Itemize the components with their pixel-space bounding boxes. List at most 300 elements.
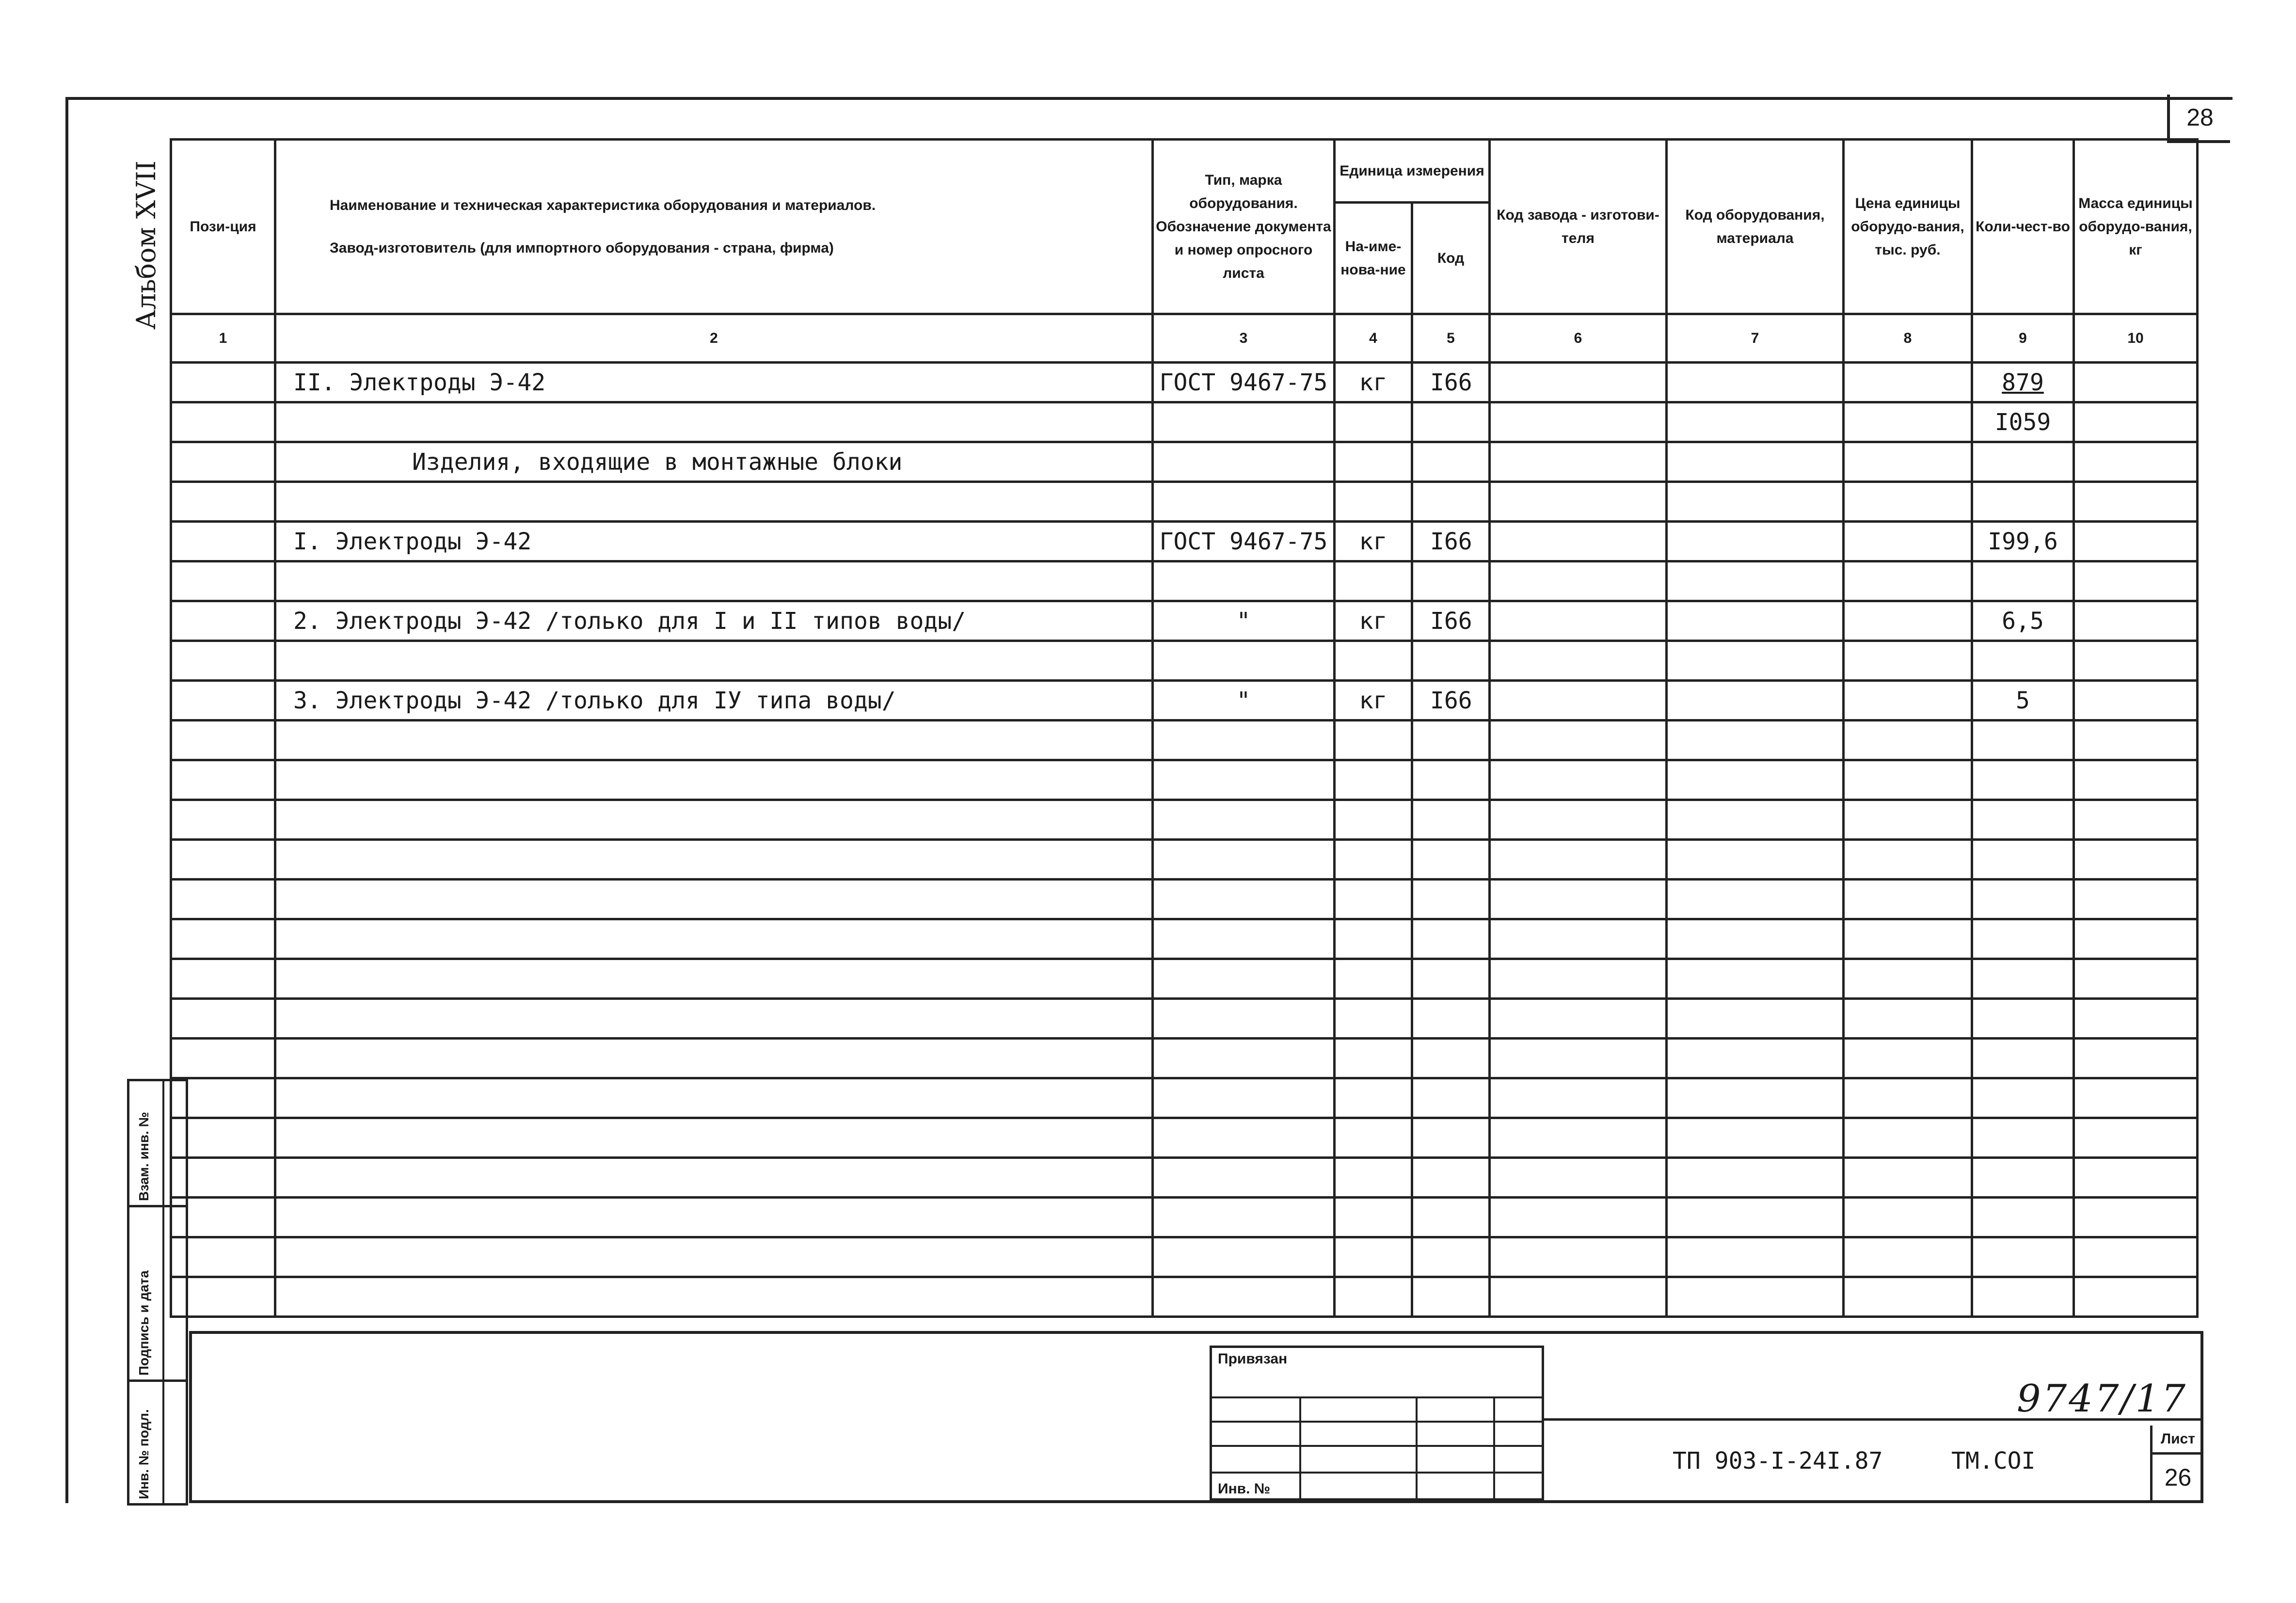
cell-position — [171, 760, 275, 800]
cell-material-code — [1667, 919, 1844, 959]
cell-quantity: I059 — [1972, 402, 2074, 442]
cell-unit — [1335, 1078, 1412, 1118]
table-row — [171, 840, 2198, 880]
cell-mass — [2074, 760, 2198, 800]
cell-quantity — [1972, 1198, 2074, 1237]
cell-plant-code — [1490, 919, 1667, 959]
cell-plant-code — [1490, 1158, 1667, 1198]
table-row — [171, 959, 2198, 999]
table-row — [171, 1198, 2198, 1237]
header-material-code: Код оборудования, материала — [1667, 140, 1844, 314]
cell-unit-code — [1412, 482, 1490, 522]
cell-type: ГОСТ 9467-75 — [1153, 522, 1335, 561]
cell-unit-code: I66 — [1412, 681, 1490, 721]
cell-type — [1153, 721, 1335, 760]
bound-title: Привязан — [1218, 1351, 1288, 1367]
cell-position — [171, 522, 275, 561]
side-stamp-original-cell — [129, 1382, 186, 1503]
cell-material-code — [1667, 1277, 1844, 1317]
cell-name — [275, 641, 1153, 681]
cell-plant-code — [1490, 959, 1667, 999]
cell-quantity — [1972, 999, 2074, 1039]
cell-unit-code — [1412, 1158, 1490, 1198]
cell-mass — [2074, 402, 2198, 442]
cell-mass — [2074, 840, 2198, 880]
cell-plant-code — [1490, 760, 1667, 800]
header-plant-code: Код завода - изготови-теля — [1490, 140, 1667, 314]
cell-unit — [1335, 919, 1412, 959]
cell-quantity — [1972, 840, 2074, 880]
cell-type — [1153, 880, 1335, 919]
cell-price — [1844, 442, 1972, 482]
cell-mass — [2074, 1237, 2198, 1277]
cell-price — [1844, 363, 1972, 402]
cell-unit — [1335, 561, 1412, 601]
cell-unit — [1335, 880, 1412, 919]
cell-material-code — [1667, 681, 1844, 721]
cell-type: " — [1153, 681, 1335, 721]
cell-name — [275, 1039, 1153, 1078]
cell-price — [1844, 1118, 1972, 1158]
cell-material-code — [1667, 442, 1844, 482]
cell-position — [171, 482, 275, 522]
column-number: 5 — [1412, 314, 1490, 363]
cell-name — [275, 959, 1153, 999]
cell-name — [275, 721, 1153, 760]
cell-type — [1153, 999, 1335, 1039]
cell-unit-code — [1412, 1198, 1490, 1237]
cell-price — [1844, 681, 1972, 721]
cell-plant-code — [1490, 1118, 1667, 1158]
cell-plant-code — [1490, 522, 1667, 561]
cell-material-code — [1667, 999, 1844, 1039]
header-position: Пози-ция — [171, 140, 275, 314]
side-stamp — [127, 1079, 188, 1506]
cell-mass — [2074, 641, 2198, 681]
cell-unit-code — [1412, 1118, 1490, 1158]
cell-unit — [1335, 959, 1412, 999]
cell-type: " — [1153, 601, 1335, 641]
cell-quantity: I99,6 — [1972, 522, 2074, 561]
cell-type — [1153, 1158, 1335, 1198]
cell-unit-code — [1412, 959, 1490, 999]
table-row — [171, 641, 2198, 681]
cell-position — [171, 880, 275, 919]
cell-plant-code — [1490, 721, 1667, 760]
side-stamp-signature-cell — [129, 1207, 186, 1382]
cell-unit: кг — [1335, 522, 1412, 561]
cell-unit — [1335, 800, 1412, 840]
table-row — [171, 561, 2198, 601]
cell-quantity — [1972, 1039, 2074, 1078]
column-number: 4 — [1335, 314, 1412, 363]
cell-type — [1153, 919, 1335, 959]
cell-price — [1844, 959, 1972, 999]
cell-material-code — [1667, 363, 1844, 402]
cell-price — [1844, 1039, 1972, 1078]
cell-position — [171, 999, 275, 1039]
cell-material-code — [1667, 760, 1844, 800]
cell-mass — [2074, 482, 2198, 522]
table-row — [171, 1277, 2198, 1317]
cell-unit — [1335, 1039, 1412, 1078]
cell-plant-code — [1490, 999, 1667, 1039]
cell-quantity — [1972, 482, 2074, 522]
cell-unit-code — [1412, 402, 1490, 442]
header-mass: Масса единицы оборудо-вания, кг — [2074, 140, 2198, 314]
column-number: 3 — [1153, 314, 1335, 363]
cell-material-code — [1667, 721, 1844, 760]
cell-unit-code — [1412, 1078, 1490, 1118]
header-name-line1: Наименование и техническая характеристика оборудования и материалов. — [330, 197, 876, 213]
cell-price — [1844, 1078, 1972, 1118]
cell-plant-code — [1490, 363, 1667, 402]
cell-unit-code — [1412, 561, 1490, 601]
cell-material-code — [1667, 641, 1844, 681]
cell-plant-code — [1490, 1237, 1667, 1277]
column-number-row — [171, 314, 2198, 363]
cell-material-code — [1667, 800, 1844, 840]
table-row — [171, 402, 2198, 442]
cell-position — [171, 721, 275, 760]
handwritten-number: 9747/17 — [2017, 1377, 2188, 1421]
bound-vline — [1493, 1396, 1495, 1498]
table-row — [171, 1237, 2198, 1277]
cell-type — [1153, 760, 1335, 800]
album-label: Альбом XVII — [131, 160, 161, 330]
cell-plant-code — [1490, 880, 1667, 919]
cell-name: 2. Электроды Э-42 /только для I и II типов воды/ — [275, 601, 1153, 641]
bound-line — [1212, 1445, 1542, 1447]
cell-position — [171, 919, 275, 959]
cell-plant-code — [1490, 1078, 1667, 1118]
cell-price — [1844, 999, 1972, 1039]
cell-quantity — [1972, 880, 2074, 919]
cell-unit — [1335, 760, 1412, 800]
column-number: 8 — [1844, 314, 1972, 363]
cell-name: Изделия, входящие в монтажные блоки — [275, 442, 1153, 482]
side-stamp-replace-cell — [129, 1081, 186, 1207]
cell-position — [171, 959, 275, 999]
cell-unit — [1335, 442, 1412, 482]
bound-box — [1210, 1346, 1544, 1501]
bound-line — [1212, 1472, 1542, 1474]
cell-name: I. Электроды Э-42 — [275, 522, 1153, 561]
cell-price — [1844, 760, 1972, 800]
cell-unit-code — [1412, 1277, 1490, 1317]
cell-quantity — [1972, 919, 2074, 959]
table-row — [171, 999, 2198, 1039]
cell-type — [1153, 1277, 1335, 1317]
table-row — [171, 363, 2198, 402]
cell-material-code — [1667, 1237, 1844, 1277]
cell-material-code — [1667, 1118, 1844, 1158]
cell-unit-code: I66 — [1412, 363, 1490, 402]
cell-type — [1153, 442, 1335, 482]
bound-vline — [1416, 1396, 1418, 1498]
cell-material-code — [1667, 1198, 1844, 1237]
cell-mass — [2074, 442, 2198, 482]
cell-quantity — [1972, 561, 2074, 601]
cell-quantity — [1972, 442, 2074, 482]
cell-mass — [2074, 800, 2198, 840]
cell-price — [1844, 1198, 1972, 1237]
cell-unit — [1335, 641, 1412, 681]
side-stamp-replace-label: Взам. инв. № — [136, 1112, 151, 1201]
cell-plant-code — [1490, 402, 1667, 442]
cell-position — [171, 402, 275, 442]
cell-unit-code — [1412, 919, 1490, 959]
cell-name — [275, 1118, 1153, 1158]
cell-mass — [2074, 601, 2198, 641]
cell-price — [1844, 561, 1972, 601]
cell-price — [1844, 1237, 1972, 1277]
column-number: 9 — [1972, 314, 2074, 363]
cell-unit — [1335, 721, 1412, 760]
cell-mass — [2074, 363, 2198, 402]
cell-price — [1844, 1158, 1972, 1198]
cell-mass — [2074, 999, 2198, 1039]
cell-mass — [2074, 561, 2198, 601]
cell-type — [1153, 840, 1335, 880]
cell-type — [1153, 1078, 1335, 1118]
cell-unit-code — [1412, 880, 1490, 919]
header-price: Цена единицы оборудо-вания, тыс. руб. — [1844, 140, 1972, 314]
cell-unit — [1335, 402, 1412, 442]
cell-quantity — [1972, 1078, 2074, 1118]
cell-name: II. Электроды Э-42 — [275, 363, 1153, 402]
cell-name — [275, 402, 1153, 442]
cell-plant-code — [1490, 442, 1667, 482]
cell-material-code — [1667, 482, 1844, 522]
cell-quantity — [1972, 1277, 2074, 1317]
cell-quantity — [1972, 800, 2074, 840]
cell-unit-code: I66 — [1412, 601, 1490, 641]
sheet-box — [2150, 1426, 2203, 1503]
cell-position — [171, 561, 275, 601]
cell-unit-code — [1412, 800, 1490, 840]
cell-plant-code — [1490, 800, 1667, 840]
cell-type — [1153, 561, 1335, 601]
table-row — [171, 601, 2198, 641]
cell-type — [1153, 482, 1335, 522]
cell-plant-code — [1490, 1277, 1667, 1317]
cell-mass — [2074, 880, 2198, 919]
cell-price — [1844, 721, 1972, 760]
cell-mass — [2074, 959, 2198, 999]
cell-plant-code — [1490, 601, 1667, 641]
cell-position — [171, 601, 275, 641]
cell-material-code — [1667, 959, 1844, 999]
cell-price — [1844, 522, 1972, 561]
table-row — [171, 681, 2198, 721]
cell-type — [1153, 800, 1335, 840]
cell-mass — [2074, 1039, 2198, 1078]
cell-quantity: 5 — [1972, 681, 2074, 721]
header-name-line2: Завод-изготовитель (для импортного оборудования - страна, фирма) — [330, 240, 834, 256]
cell-position — [171, 1039, 275, 1078]
sheet-number: 26 — [2164, 1464, 2192, 1491]
cell-position — [171, 442, 275, 482]
cell-unit-code — [1412, 1039, 1490, 1078]
cell-price — [1844, 880, 1972, 919]
cell-material-code — [1667, 402, 1844, 442]
cell-name — [275, 919, 1153, 959]
inv-label: Инв. № — [1218, 1481, 1271, 1497]
cell-unit — [1335, 1237, 1412, 1277]
header-name — [275, 140, 1153, 314]
cell-plant-code — [1490, 561, 1667, 601]
cell-unit-code — [1412, 840, 1490, 880]
cell-mass — [2074, 1277, 2198, 1317]
cell-plant-code — [1490, 681, 1667, 721]
cell-mass — [2074, 681, 2198, 721]
column-number: 10 — [2074, 314, 2198, 363]
cell-price — [1844, 402, 1972, 442]
cell-name — [275, 880, 1153, 919]
cell-name — [275, 561, 1153, 601]
cell-quantity — [1972, 721, 2074, 760]
cell-quantity — [1972, 760, 2074, 800]
cell-name — [275, 999, 1153, 1039]
cell-material-code — [1667, 522, 1844, 561]
table-row — [171, 1158, 2198, 1198]
specification-table — [170, 138, 2199, 1318]
cell-plant-code — [1490, 1039, 1667, 1078]
cell-name — [275, 800, 1153, 840]
table-row — [171, 919, 2198, 959]
cell-mass — [2074, 1078, 2198, 1118]
bound-vline — [1299, 1396, 1301, 1498]
cell-material-code — [1667, 840, 1844, 880]
column-number: 2 — [275, 314, 1153, 363]
cell-name — [275, 840, 1153, 880]
cell-material-code — [1667, 1078, 1844, 1118]
header-unit-code: Код — [1412, 203, 1490, 314]
cell-material-code — [1667, 601, 1844, 641]
cell-mass — [2074, 522, 2198, 561]
header-units-group: Единица измерения — [1335, 140, 1490, 203]
column-number: 7 — [1667, 314, 1844, 363]
cell-type — [1153, 1118, 1335, 1158]
cell-material-code — [1667, 880, 1844, 919]
cell-unit — [1335, 482, 1412, 522]
side-stamp-signature-label: Подпись и дата — [136, 1270, 151, 1376]
cell-position — [171, 681, 275, 721]
cell-quantity: 6,5 — [1972, 601, 2074, 641]
title-block-frame — [189, 1331, 2203, 1503]
cell-material-code — [1667, 1039, 1844, 1078]
column-number: 6 — [1490, 314, 1667, 363]
bound-line — [1212, 1396, 1542, 1398]
cell-position — [171, 840, 275, 880]
bound-line — [1212, 1421, 1542, 1423]
cell-unit — [1335, 840, 1412, 880]
cell-unit-code — [1412, 1237, 1490, 1277]
cell-type: ГОСТ 9467-75 — [1153, 363, 1335, 402]
cell-quantity — [1972, 1158, 2074, 1198]
table-row — [171, 721, 2198, 760]
cell-quantity — [1972, 959, 2074, 999]
page-number: 28 — [2167, 95, 2230, 143]
cell-mass — [2074, 919, 2198, 959]
cell-name: 3. Электроды Э-42 /только для IУ типа воды/ — [275, 681, 1153, 721]
cell-name — [275, 1237, 1153, 1277]
table-row — [171, 1039, 2198, 1078]
header-quantity: Коли-чест-во — [1972, 140, 2074, 314]
cell-name — [275, 1158, 1153, 1198]
side-stamp-original-label: Инв. № подл. — [136, 1409, 151, 1499]
cell-name — [275, 482, 1153, 522]
cell-quantity — [1972, 641, 2074, 681]
cell-name — [275, 1277, 1153, 1317]
cell-quantity: 879 — [1972, 363, 2074, 402]
cell-mass — [2074, 1198, 2198, 1237]
table-row — [171, 1118, 2198, 1158]
cell-unit — [1335, 1158, 1412, 1198]
cell-price — [1844, 601, 1972, 641]
document-code: ТП 903-I-24I.87 — [1673, 1447, 1883, 1475]
cell-price — [1844, 919, 1972, 959]
table-row — [171, 522, 2198, 561]
cell-name — [275, 1198, 1153, 1237]
cell-price — [1844, 641, 1972, 681]
cell-plant-code — [1490, 482, 1667, 522]
cell-mass — [2074, 721, 2198, 760]
cell-plant-code — [1490, 641, 1667, 681]
cell-type — [1153, 641, 1335, 681]
cell-unit-code — [1412, 641, 1490, 681]
table-row — [171, 482, 2198, 522]
cell-unit-code — [1412, 999, 1490, 1039]
cell-mass — [2074, 1118, 2198, 1158]
cell-unit-code — [1412, 721, 1490, 760]
cell-unit — [1335, 999, 1412, 1039]
cell-unit-code: I66 — [1412, 522, 1490, 561]
cell-unit: кг — [1335, 363, 1412, 402]
cell-unit — [1335, 1198, 1412, 1237]
cell-type — [1153, 1237, 1335, 1277]
table-row — [171, 880, 2198, 919]
cell-type — [1153, 1198, 1335, 1237]
table-row — [171, 1078, 2198, 1118]
cell-price — [1844, 482, 1972, 522]
document-mark: ТМ.СОI — [1951, 1447, 2036, 1475]
cell-unit: кг — [1335, 681, 1412, 721]
cell-quantity — [1972, 1237, 2074, 1277]
cell-unit: кг — [1335, 601, 1412, 641]
cell-name — [275, 760, 1153, 800]
cell-type — [1153, 402, 1335, 442]
cell-unit-code — [1412, 442, 1490, 482]
cell-unit-code — [1412, 760, 1490, 800]
cell-position — [171, 641, 275, 681]
cell-plant-code — [1490, 840, 1667, 880]
table-row — [171, 760, 2198, 800]
table-row — [171, 442, 2198, 482]
cell-unit — [1335, 1277, 1412, 1317]
cell-price — [1844, 1277, 1972, 1317]
cell-name — [275, 1078, 1153, 1118]
cell-position — [171, 363, 275, 402]
cell-position — [171, 800, 275, 840]
cell-quantity — [1972, 1118, 2074, 1158]
cell-type — [1153, 1039, 1335, 1078]
cell-plant-code — [1490, 1198, 1667, 1237]
table-row — [171, 800, 2198, 840]
header-unit-name: На-име-нова-ние — [1335, 203, 1412, 314]
cell-price — [1844, 800, 1972, 840]
